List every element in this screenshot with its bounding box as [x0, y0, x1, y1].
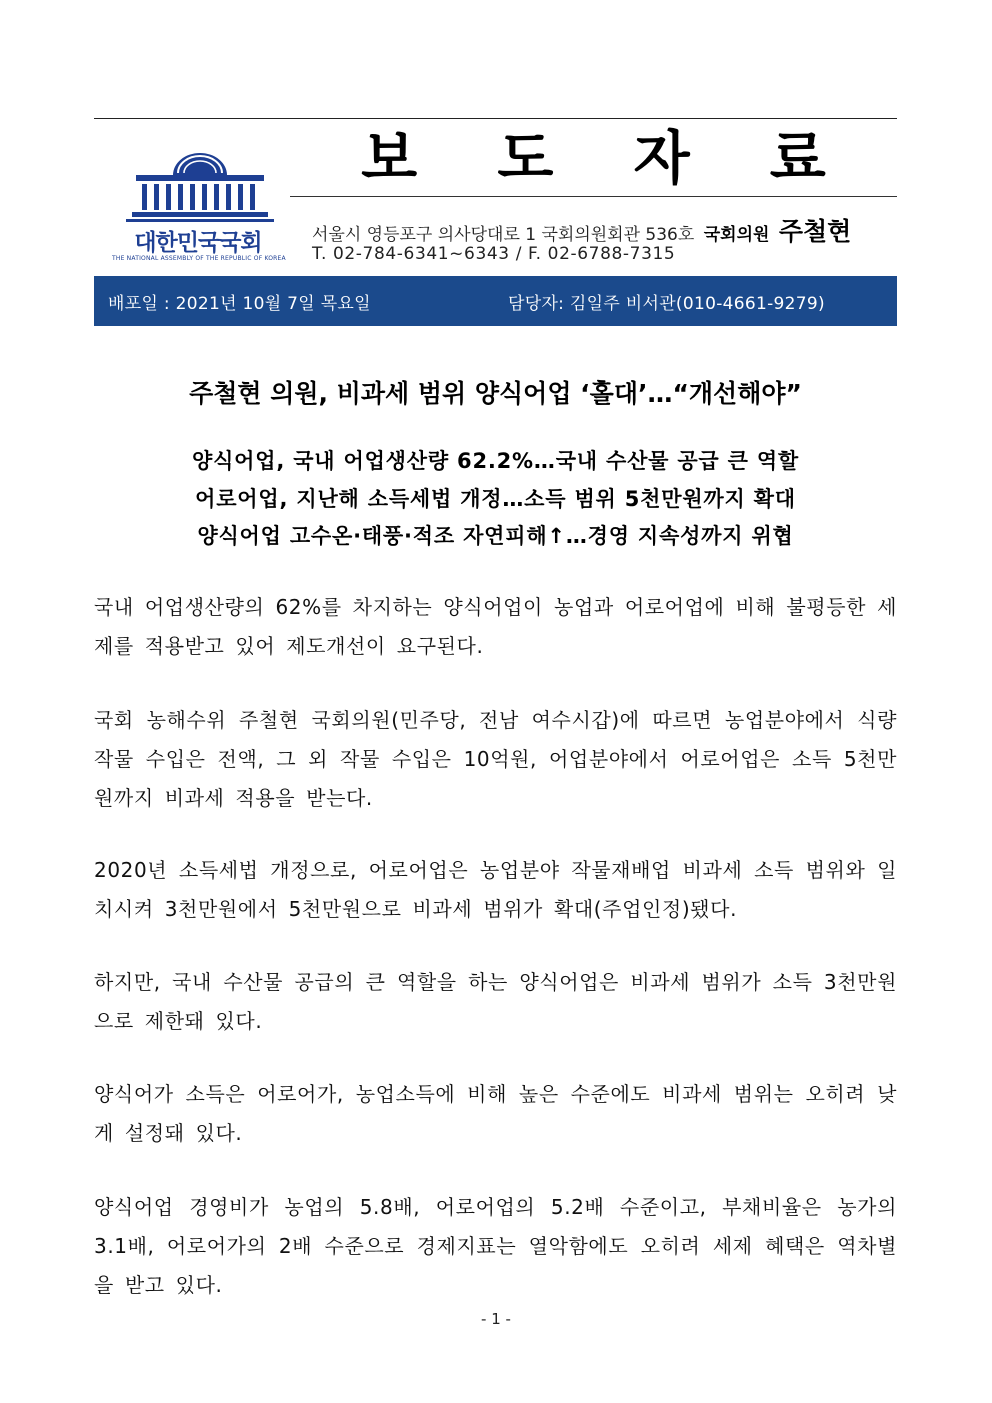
phone-fax: T. 02-784-6341~6343 / F. 02-6788-7315: [312, 244, 676, 264]
org-subtitle: THE NATIONAL ASSEMBLY OF THE REPUBLIC OF KOREA: [112, 255, 286, 262]
press-release-title: 보 도 자 료: [361, 124, 856, 192]
paragraph-1: 국내 어업생산량의 62%를 차지하는 양식어업이 농업과 어로어업에 비해 불평등한 세제를 적용받고 있어 제도개선이 요구된다.: [94, 595, 897, 658]
subhead-3: 양식어업 고수온·태풍·적조 자연피해↑…경영 지속성까지 위협: [197, 524, 794, 548]
page-number: - 1 -: [481, 1310, 511, 1328]
member-name: 주철현: [778, 217, 852, 246]
paragraph-3: 2020년 소득세법 개정으로, 어로어업은 농업분야 작물재배업 비과세 소득 범위와 일치시켜 3천만원에서 5천만원으로 비과세 범위가 확대(주업인정)됐다.: [94, 858, 897, 921]
paragraph-6: 양식어업 경영비가 농업의 5.8배, 어로어업의 5.2배 수준이고, 부채비율은 농가의 3.1배, 어로어가의 2배 수준으로 경제지표는 열악함에도 오히려 세제 혜택은 역차별을 받고 있다.: [94, 1195, 897, 1297]
contact-person: 담당자: 김일주 비서관(010-4661-9279): [508, 294, 825, 314]
paragraph-2: 국회 농해수위 주철현 국회의원(민주당, 전남 여수시갑)에 따르면 농업분야에서 식량작물 수입은 전액, 그 외 작물 수입은 10억원, 어업분야에서 어로어업은 소득 5천만원까지 비과세 적용을 받는다.: [94, 708, 897, 810]
paragraph-5: 양식어가 소득은 어로어가, 농업소득에 비해 높은 수준에도 비과세 범위는 오히려 낮게 설정돼 있다.: [94, 1082, 897, 1145]
member-label: 국회의원: [703, 225, 770, 245]
subhead-1: 양식어업, 국내 어업생산량 62.2%…국내 수산물 공급 큰 역할: [191, 449, 799, 473]
subhead-2: 어로어업, 지난해 소득세법 개정…소득 범위 5천만원까지 확대: [195, 487, 796, 511]
release-date: 배포일 : 2021년 10월 7일 목요일: [108, 294, 371, 314]
paragraph-4: 하지만, 국내 수산물 공급의 큰 역할을 하는 양식어업은 비과세 범위가 소득 3천만원으로 제한돼 있다.: [94, 970, 897, 1033]
headline: 주철현 의원, 비과세 범위 양식어업 ‘홀대’…“개선해야”: [189, 379, 802, 408]
top-rule: [94, 118, 897, 119]
header-rule: [290, 196, 897, 197]
info-bar: [94, 276, 897, 326]
org-name: 대한민국국회: [134, 230, 262, 256]
address-line: [312, 212, 851, 248]
address: 서울시 영등포구 의사당대로 1 국회의원회관 536호: [312, 225, 695, 245]
